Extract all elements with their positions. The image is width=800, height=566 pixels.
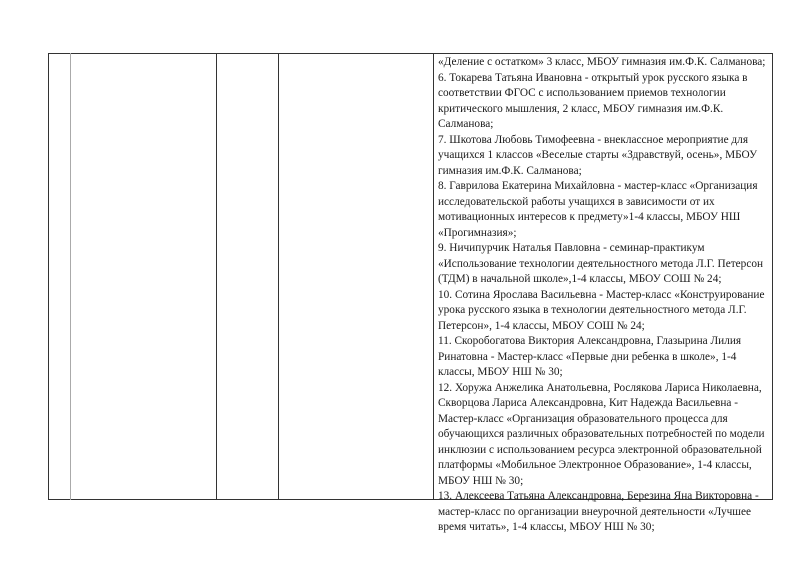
entry-6: 6. Токарева Татьяна Ивановна - открытый урок русского языка в соответствии ФГОС с использованием приемов технологии критического мышления, 2 класс, МБОУ гимназия им.Ф.К. Салманова; <box>438 71 748 130</box>
column-divider-1 <box>70 53 71 500</box>
entry-7: 7. Шкотова Любовь Тимофеевна - внеклассное мероприятие для учащихся 1 классов «Веселые старты «Здравствуй, осень», МБОУ гимназия им.Ф.К. Салманова; <box>438 133 758 177</box>
entry-10: 10. Сотина Ярослава Васильевна - Мастер-класс «Конструирование урока русского языка в технологии деятельностного метода Л.Г. Петерсон», 1-4 классы, МБОУ СОШ № 24; <box>438 288 765 332</box>
entry-8: 8. Гаврилова Екатерина Михайловна - мастер-класс «Организация исследовательской работы учащихся в зависимости от их мотивационных интересов к предмету»1-4 классы, МБОУ НШ «Прогимназия»; <box>438 180 758 239</box>
column-divider-4 <box>433 53 434 500</box>
entry-13: 13. Алексеева Татьяна Александровна, Березина Яна Викторовна - мастер-класс по организации внеурочной деятельности «Лучшее время читать», 1-4 классы, МБОУ НШ № 30; <box>438 490 759 533</box>
entry-5-continued: «Деление с остатком» 3 класс, МБОУ гимназия им.Ф.К. Салманова; <box>438 56 766 68</box>
column-divider-2 <box>216 53 217 500</box>
entry-11: 11. Скоробогатова Виктория Александровна, Глазырина Лилия Ринатовна - Мастер-класс «Первые дни ребенка в школе», 1-4 классы, МБОУ НШ № 30; <box>438 335 742 378</box>
entry-12: 12. Хоружа Анжелика Анатольевна, Рослякова Лариса Николаевна, Скворцова Лариса Александровна, Кит Надежда Васильевна - Мастер-класс «Организация образовательного процесса для обучающихся различных образовательных потребностей по модели инклюзии с использованием ресурса электронной образовательной платформы «Мобильное Электронное Образование», 1-4 классы, МБОУ НШ № 30; <box>438 381 765 487</box>
entry-9: 9. Ничипурчик Наталья Павловна - семинар-практикум «Использование технологии деятельностного метода Л.Г. Петерсон (ТДМ) в начальной школе»,1-4 классы, МБОУ СОШ № 24; <box>438 242 764 285</box>
column-divider-3 <box>278 53 279 500</box>
events-cell <box>438 55 770 536</box>
